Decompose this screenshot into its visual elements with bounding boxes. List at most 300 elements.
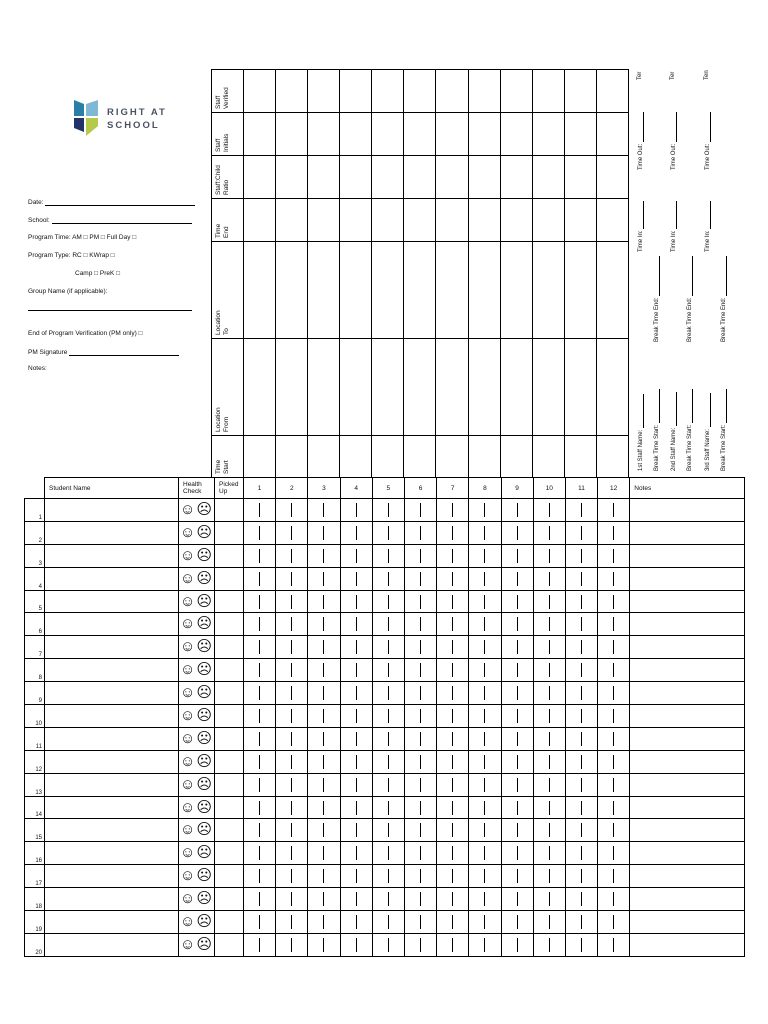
- period-8-cell[interactable]: [469, 499, 501, 522]
- period-11-cell[interactable]: [565, 819, 597, 842]
- sad-face-icon[interactable]: ☹: [196, 615, 212, 633]
- period-1-cell[interactable]: [244, 911, 276, 934]
- period-2-cell[interactable]: [276, 613, 308, 636]
- period-2-cell[interactable]: [276, 682, 308, 705]
- period-10-cell[interactable]: [533, 499, 565, 522]
- period-7-cell[interactable]: [437, 933, 469, 956]
- notes-cell[interactable]: [630, 567, 745, 590]
- staff-3-break-end-line[interactable]: [720, 256, 727, 296]
- period-5-cell[interactable]: [372, 590, 404, 613]
- period-5-cell[interactable]: [372, 682, 404, 705]
- period-4-cell[interactable]: [340, 888, 372, 911]
- student-name-cell[interactable]: [45, 727, 179, 750]
- period-9-cell[interactable]: [501, 865, 533, 888]
- notes-cell[interactable]: [630, 613, 745, 636]
- period-11-cell[interactable]: [565, 727, 597, 750]
- period-2-cell[interactable]: [276, 544, 308, 567]
- period-6-cell[interactable]: [404, 705, 436, 728]
- period-10-cell[interactable]: [533, 590, 565, 613]
- period-6-cell[interactable]: [404, 521, 436, 544]
- period-1-cell[interactable]: [244, 590, 276, 613]
- period-9-cell[interactable]: [501, 842, 533, 865]
- period-2-cell[interactable]: [276, 521, 308, 544]
- sad-face-icon[interactable]: ☹: [196, 867, 212, 885]
- happy-face-icon[interactable]: ☺: [180, 798, 196, 816]
- period-1-cell[interactable]: [244, 682, 276, 705]
- period-2-cell[interactable]: [276, 590, 308, 613]
- period-7-cell[interactable]: [437, 750, 469, 773]
- period-9-cell[interactable]: [501, 521, 533, 544]
- program-time-field[interactable]: [28, 234, 136, 241]
- student-name-cell[interactable]: [45, 567, 179, 590]
- period-9-cell[interactable]: [501, 773, 533, 796]
- notes-cell[interactable]: [630, 659, 745, 682]
- notes-cell[interactable]: [630, 842, 745, 865]
- period-11-cell[interactable]: [565, 911, 597, 934]
- period-12-cell[interactable]: [598, 865, 630, 888]
- period-4-cell[interactable]: [340, 819, 372, 842]
- student-name-cell[interactable]: [45, 705, 179, 728]
- period-12-cell[interactable]: [598, 499, 630, 522]
- student-name-cell[interactable]: [45, 613, 179, 636]
- happy-face-icon[interactable]: ☺: [180, 706, 196, 724]
- sad-face-icon[interactable]: ☹: [196, 890, 212, 908]
- student-name-cell[interactable]: [45, 773, 179, 796]
- staff-2-time-in-line[interactable]: [670, 201, 677, 229]
- student-name-cell[interactable]: [45, 888, 179, 911]
- period-8-cell[interactable]: [469, 750, 501, 773]
- period-3-cell[interactable]: [308, 567, 340, 590]
- notes-cell[interactable]: [630, 773, 745, 796]
- student-name-cell[interactable]: [45, 842, 179, 865]
- period-8-cell[interactable]: [469, 613, 501, 636]
- happy-face-icon[interactable]: ☺: [180, 684, 196, 702]
- period-10-cell[interactable]: [533, 819, 565, 842]
- period-10-cell[interactable]: [533, 888, 565, 911]
- student-name-cell[interactable]: [45, 819, 179, 842]
- sad-face-icon[interactable]: ☹: [196, 821, 212, 839]
- period-1-cell[interactable]: [244, 613, 276, 636]
- staff-1-time-in-line[interactable]: [637, 201, 644, 229]
- period-8-cell[interactable]: [469, 911, 501, 934]
- sad-face-icon[interactable]: ☹: [196, 844, 212, 862]
- period-5-cell[interactable]: [372, 888, 404, 911]
- period-5-cell[interactable]: [372, 865, 404, 888]
- period-12-cell[interactable]: [598, 888, 630, 911]
- period-9-cell[interactable]: [501, 499, 533, 522]
- period-10-cell[interactable]: [533, 682, 565, 705]
- period-11-cell[interactable]: [565, 842, 597, 865]
- notes-cell[interactable]: [630, 750, 745, 773]
- period-3-cell[interactable]: [308, 613, 340, 636]
- period-10-cell[interactable]: [533, 613, 565, 636]
- period-1-cell[interactable]: [244, 636, 276, 659]
- staff-1-name-line[interactable]: [637, 394, 644, 428]
- period-6-cell[interactable]: [404, 682, 436, 705]
- period-8-cell[interactable]: [469, 819, 501, 842]
- period-5-cell[interactable]: [372, 636, 404, 659]
- student-name-cell[interactable]: [45, 750, 179, 773]
- picked-up-cell[interactable]: [215, 544, 244, 567]
- period-7-cell[interactable]: [437, 842, 469, 865]
- period-3-cell[interactable]: [308, 888, 340, 911]
- period-4-cell[interactable]: [340, 773, 372, 796]
- sad-face-icon[interactable]: ☹: [196, 729, 212, 747]
- period-4-cell[interactable]: [340, 727, 372, 750]
- staff-3-break-start-line[interactable]: [720, 389, 727, 423]
- staff-2-name-line[interactable]: [670, 392, 677, 426]
- picked-up-cell[interactable]: [215, 773, 244, 796]
- period-3-cell[interactable]: [308, 842, 340, 865]
- period-11-cell[interactable]: [565, 544, 597, 567]
- period-9-cell[interactable]: [501, 682, 533, 705]
- period-3-cell[interactable]: [308, 659, 340, 682]
- period-12-cell[interactable]: [598, 750, 630, 773]
- group-name-line[interactable]: [28, 310, 192, 311]
- period-2-cell[interactable]: [276, 567, 308, 590]
- period-5-cell[interactable]: [372, 705, 404, 728]
- sad-face-icon[interactable]: ☹: [196, 752, 212, 770]
- staff-2-break-end-line[interactable]: [686, 256, 693, 296]
- period-11-cell[interactable]: [565, 567, 597, 590]
- period-12-cell[interactable]: [598, 933, 630, 956]
- period-7-cell[interactable]: [437, 888, 469, 911]
- period-10-cell[interactable]: [533, 933, 565, 956]
- happy-face-icon[interactable]: ☺: [180, 867, 196, 885]
- period-1-cell[interactable]: [244, 727, 276, 750]
- period-6-cell[interactable]: [404, 933, 436, 956]
- sad-face-icon[interactable]: ☹: [196, 500, 212, 518]
- notes-cell[interactable]: [630, 796, 745, 819]
- picked-up-cell[interactable]: [215, 933, 244, 956]
- period-7-cell[interactable]: [437, 590, 469, 613]
- staff-3-name-line[interactable]: [704, 393, 711, 427]
- picked-up-cell[interactable]: [215, 888, 244, 911]
- school-line[interactable]: [52, 216, 192, 224]
- period-2-cell[interactable]: [276, 727, 308, 750]
- period-8-cell[interactable]: [469, 682, 501, 705]
- notes-cell[interactable]: [630, 888, 745, 911]
- period-3-cell[interactable]: [308, 682, 340, 705]
- notes-cell[interactable]: [630, 865, 745, 888]
- period-3-cell[interactable]: [308, 773, 340, 796]
- picked-up-cell[interactable]: [215, 567, 244, 590]
- period-6-cell[interactable]: [404, 819, 436, 842]
- period-10-cell[interactable]: [533, 911, 565, 934]
- period-7-cell[interactable]: [437, 613, 469, 636]
- end-verification-field[interactable]: [28, 330, 142, 337]
- period-7-cell[interactable]: [437, 796, 469, 819]
- period-4-cell[interactable]: [340, 842, 372, 865]
- period-6-cell[interactable]: [404, 842, 436, 865]
- period-5-cell[interactable]: [372, 499, 404, 522]
- happy-face-icon[interactable]: ☺: [180, 935, 196, 953]
- student-name-cell[interactable]: [45, 865, 179, 888]
- period-4-cell[interactable]: [340, 659, 372, 682]
- period-10-cell[interactable]: [533, 842, 565, 865]
- student-name-cell[interactable]: [45, 659, 179, 682]
- period-7-cell[interactable]: [437, 567, 469, 590]
- period-8-cell[interactable]: [469, 796, 501, 819]
- period-2-cell[interactable]: [276, 773, 308, 796]
- picked-up-cell[interactable]: [215, 659, 244, 682]
- period-6-cell[interactable]: [404, 911, 436, 934]
- period-4-cell[interactable]: [340, 796, 372, 819]
- sad-face-icon[interactable]: ☹: [196, 661, 212, 679]
- period-11-cell[interactable]: [565, 705, 597, 728]
- period-9-cell[interactable]: [501, 933, 533, 956]
- period-11-cell[interactable]: [565, 499, 597, 522]
- pm-signature-line[interactable]: [69, 348, 179, 356]
- period-7-cell[interactable]: [437, 705, 469, 728]
- period-1-cell[interactable]: [244, 865, 276, 888]
- period-4-cell[interactable]: [340, 705, 372, 728]
- period-6-cell[interactable]: [404, 727, 436, 750]
- period-9-cell[interactable]: [501, 727, 533, 750]
- picked-up-cell[interactable]: [215, 796, 244, 819]
- date-line[interactable]: [45, 198, 195, 206]
- period-7-cell[interactable]: [437, 544, 469, 567]
- happy-face-icon[interactable]: ☺: [180, 523, 196, 541]
- period-4-cell[interactable]: [340, 567, 372, 590]
- period-1-cell[interactable]: [244, 499, 276, 522]
- period-12-cell[interactable]: [598, 705, 630, 728]
- period-9-cell[interactable]: [501, 567, 533, 590]
- staff-2-break-start-line[interactable]: [686, 389, 693, 423]
- period-8-cell[interactable]: [469, 888, 501, 911]
- period-3-cell[interactable]: [308, 590, 340, 613]
- period-8-cell[interactable]: [469, 567, 501, 590]
- notes-cell[interactable]: [630, 544, 745, 567]
- picked-up-cell[interactable]: [215, 590, 244, 613]
- period-8-cell[interactable]: [469, 727, 501, 750]
- period-12-cell[interactable]: [598, 521, 630, 544]
- picked-up-cell[interactable]: [215, 636, 244, 659]
- period-12-cell[interactable]: [598, 659, 630, 682]
- period-1-cell[interactable]: [244, 705, 276, 728]
- staff-1-time-out-line[interactable]: [637, 112, 644, 142]
- notes-cell[interactable]: [630, 499, 745, 522]
- period-2-cell[interactable]: [276, 865, 308, 888]
- happy-face-icon[interactable]: ☺: [180, 592, 196, 610]
- period-4-cell[interactable]: [340, 499, 372, 522]
- picked-up-cell[interactable]: [215, 750, 244, 773]
- period-11-cell[interactable]: [565, 750, 597, 773]
- period-12-cell[interactable]: [598, 819, 630, 842]
- period-11-cell[interactable]: [565, 659, 597, 682]
- period-2-cell[interactable]: [276, 499, 308, 522]
- period-10-cell[interactable]: [533, 636, 565, 659]
- notes-cell[interactable]: [630, 521, 745, 544]
- student-name-cell[interactable]: [45, 911, 179, 934]
- period-6-cell[interactable]: [404, 499, 436, 522]
- happy-face-icon[interactable]: ☺: [180, 775, 196, 793]
- period-9-cell[interactable]: [501, 613, 533, 636]
- student-name-cell[interactable]: [45, 796, 179, 819]
- notes-cell[interactable]: [630, 911, 745, 934]
- period-8-cell[interactable]: [469, 933, 501, 956]
- period-11-cell[interactable]: [565, 933, 597, 956]
- period-1-cell[interactable]: [244, 521, 276, 544]
- period-8-cell[interactable]: [469, 521, 501, 544]
- sad-face-icon[interactable]: ☹: [196, 706, 212, 724]
- student-name-cell[interactable]: [45, 590, 179, 613]
- period-8-cell[interactable]: [469, 659, 501, 682]
- period-5-cell[interactable]: [372, 933, 404, 956]
- period-8-cell[interactable]: [469, 636, 501, 659]
- happy-face-icon[interactable]: ☺: [180, 890, 196, 908]
- happy-face-icon[interactable]: ☺: [180, 569, 196, 587]
- period-6-cell[interactable]: [404, 750, 436, 773]
- period-1-cell[interactable]: [244, 933, 276, 956]
- period-11-cell[interactable]: [565, 888, 597, 911]
- period-5-cell[interactable]: [372, 659, 404, 682]
- period-2-cell[interactable]: [276, 911, 308, 934]
- period-3-cell[interactable]: [308, 819, 340, 842]
- period-8-cell[interactable]: [469, 842, 501, 865]
- period-4-cell[interactable]: [340, 544, 372, 567]
- period-12-cell[interactable]: [598, 544, 630, 567]
- period-10-cell[interactable]: [533, 659, 565, 682]
- period-4-cell[interactable]: [340, 865, 372, 888]
- period-10-cell[interactable]: [533, 727, 565, 750]
- period-5-cell[interactable]: [372, 842, 404, 865]
- student-name-cell[interactable]: [45, 636, 179, 659]
- period-12-cell[interactable]: [598, 773, 630, 796]
- period-9-cell[interactable]: [501, 590, 533, 613]
- period-3-cell[interactable]: [308, 521, 340, 544]
- happy-face-icon[interactable]: ☺: [180, 844, 196, 862]
- period-8-cell[interactable]: [469, 865, 501, 888]
- period-10-cell[interactable]: [533, 796, 565, 819]
- notes-cell[interactable]: [630, 636, 745, 659]
- period-5-cell[interactable]: [372, 613, 404, 636]
- period-7-cell[interactable]: [437, 727, 469, 750]
- period-5-cell[interactable]: [372, 819, 404, 842]
- picked-up-cell[interactable]: [215, 727, 244, 750]
- sad-face-icon[interactable]: ☹: [196, 569, 212, 587]
- student-name-cell[interactable]: [45, 933, 179, 956]
- period-6-cell[interactable]: [404, 659, 436, 682]
- sad-face-icon[interactable]: ☹: [196, 546, 212, 564]
- period-4-cell[interactable]: [340, 521, 372, 544]
- period-3-cell[interactable]: [308, 727, 340, 750]
- sad-face-icon[interactable]: ☹: [196, 912, 212, 930]
- period-10-cell[interactable]: [533, 773, 565, 796]
- period-1-cell[interactable]: [244, 750, 276, 773]
- sad-face-icon[interactable]: ☹: [196, 798, 212, 816]
- picked-up-cell[interactable]: [215, 865, 244, 888]
- period-7-cell[interactable]: [437, 819, 469, 842]
- student-name-cell[interactable]: [45, 682, 179, 705]
- notes-cell[interactable]: [630, 727, 745, 750]
- period-6-cell[interactable]: [404, 590, 436, 613]
- sad-face-icon[interactable]: ☹: [196, 935, 212, 953]
- period-5-cell[interactable]: [372, 727, 404, 750]
- notes-cell[interactable]: [630, 933, 745, 956]
- notes-cell[interactable]: [630, 682, 745, 705]
- period-12-cell[interactable]: [598, 682, 630, 705]
- period-9-cell[interactable]: [501, 705, 533, 728]
- period-2-cell[interactable]: [276, 750, 308, 773]
- period-6-cell[interactable]: [404, 888, 436, 911]
- period-6-cell[interactable]: [404, 865, 436, 888]
- period-11-cell[interactable]: [565, 521, 597, 544]
- period-3-cell[interactable]: [308, 636, 340, 659]
- period-6-cell[interactable]: [404, 773, 436, 796]
- period-7-cell[interactable]: [437, 865, 469, 888]
- date-field[interactable]: [28, 198, 195, 206]
- period-8-cell[interactable]: [469, 705, 501, 728]
- period-3-cell[interactable]: [308, 544, 340, 567]
- period-9-cell[interactable]: [501, 750, 533, 773]
- period-2-cell[interactable]: [276, 796, 308, 819]
- sad-face-icon[interactable]: ☹: [196, 523, 212, 541]
- happy-face-icon[interactable]: ☺: [180, 615, 196, 633]
- period-5-cell[interactable]: [372, 796, 404, 819]
- pm-signature-field[interactable]: [28, 348, 179, 356]
- period-9-cell[interactable]: [501, 819, 533, 842]
- period-5-cell[interactable]: [372, 544, 404, 567]
- sad-face-icon[interactable]: ☹: [196, 638, 212, 656]
- period-3-cell[interactable]: [308, 796, 340, 819]
- period-12-cell[interactable]: [598, 590, 630, 613]
- picked-up-cell[interactable]: [215, 521, 244, 544]
- period-12-cell[interactable]: [598, 911, 630, 934]
- period-6-cell[interactable]: [404, 636, 436, 659]
- period-5-cell[interactable]: [372, 521, 404, 544]
- picked-up-cell[interactable]: [215, 842, 244, 865]
- student-name-cell[interactable]: [45, 544, 179, 567]
- period-5-cell[interactable]: [372, 750, 404, 773]
- period-10-cell[interactable]: [533, 705, 565, 728]
- period-7-cell[interactable]: [437, 636, 469, 659]
- notes-cell[interactable]: [630, 590, 745, 613]
- sad-face-icon[interactable]: ☹: [196, 592, 212, 610]
- period-6-cell[interactable]: [404, 796, 436, 819]
- period-3-cell[interactable]: [308, 705, 340, 728]
- group-name-field[interactable]: [28, 288, 107, 295]
- period-11-cell[interactable]: [565, 865, 597, 888]
- period-7-cell[interactable]: [437, 682, 469, 705]
- period-4-cell[interactable]: [340, 933, 372, 956]
- period-9-cell[interactable]: [501, 544, 533, 567]
- period-4-cell[interactable]: [340, 682, 372, 705]
- happy-face-icon[interactable]: ☺: [180, 661, 196, 679]
- period-6-cell[interactable]: [404, 544, 436, 567]
- happy-face-icon[interactable]: ☺: [180, 546, 196, 564]
- picked-up-cell[interactable]: [215, 705, 244, 728]
- period-9-cell[interactable]: [501, 636, 533, 659]
- staff-3-time-out-line[interactable]: [704, 112, 711, 142]
- period-12-cell[interactable]: [598, 636, 630, 659]
- period-8-cell[interactable]: [469, 773, 501, 796]
- period-9-cell[interactable]: [501, 911, 533, 934]
- period-1-cell[interactable]: [244, 796, 276, 819]
- period-3-cell[interactable]: [308, 499, 340, 522]
- notes-cell[interactable]: [630, 819, 745, 842]
- period-1-cell[interactable]: [244, 659, 276, 682]
- period-9-cell[interactable]: [501, 659, 533, 682]
- period-5-cell[interactable]: [372, 773, 404, 796]
- period-1-cell[interactable]: [244, 888, 276, 911]
- period-3-cell[interactable]: [308, 865, 340, 888]
- picked-up-cell[interactable]: [215, 613, 244, 636]
- picked-up-cell[interactable]: [215, 499, 244, 522]
- happy-face-icon[interactable]: ☺: [180, 500, 196, 518]
- period-12-cell[interactable]: [598, 567, 630, 590]
- period-1-cell[interactable]: [244, 544, 276, 567]
